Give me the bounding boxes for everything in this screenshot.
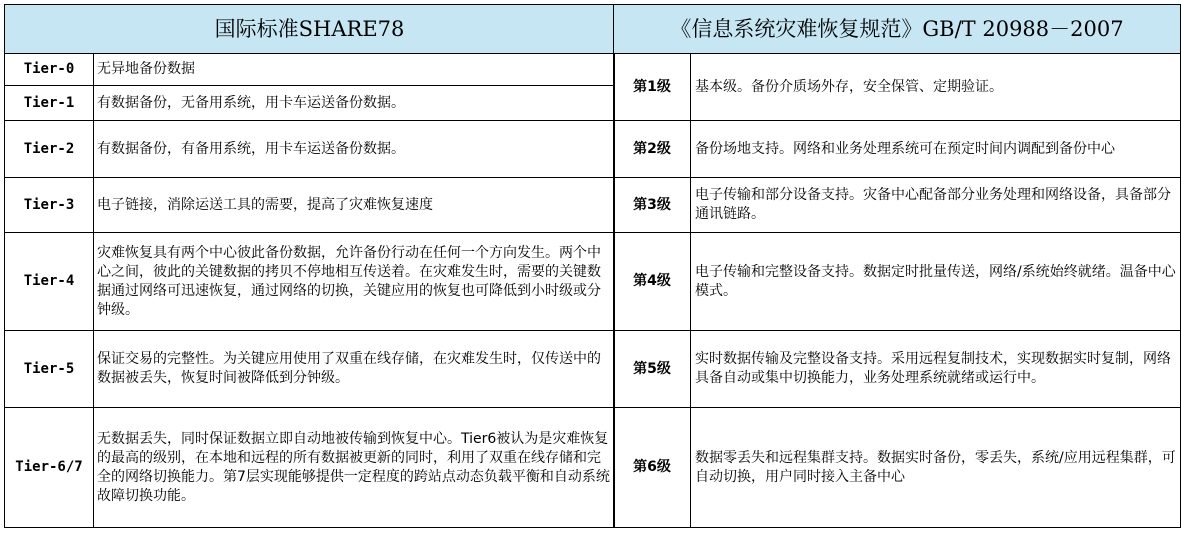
table-row xyxy=(614,54,1181,121)
tier-description: 灾难恢复具有两个中心彼此备份数据，允许备份行动在任何一个方向发生。两个中心之间，彼此的关键数据的拷贝不停地相互传送着。在灾难发生时，需要的关键数据通过网络可迅速恢复，通过网络的切换，关键应用的恢复也可降低到小时级或分钟级。 xyxy=(94,233,615,331)
level-label: 第5级 xyxy=(614,331,691,408)
table-row xyxy=(5,331,615,408)
tier-description: 无异地备份数据 xyxy=(94,54,615,86)
level-label: 第2级 xyxy=(614,121,691,178)
level-description: 数据零丢失和远程集群支持。数据实时备份，零丢失，系统/应用远程集群，可自动切换，用户同时接入主备中心 xyxy=(691,408,1181,528)
tier-description: 电子链接，消除运送工具的需要，提高了灾难恢复速度 xyxy=(94,178,615,233)
tier-label: Tier-4 xyxy=(5,233,94,331)
gbt-header: 《信息系统灾难恢复规范》GB/T 20988－2007 xyxy=(614,5,1181,54)
tier-description: 保证交易的完整性。为关键应用使用了双重在线存储，在灾难发生时，仅传送中的数据被丢失，恢复时间被降低到分钟级。 xyxy=(94,331,615,408)
table-row xyxy=(5,178,615,233)
share78-header: 国际标准SHARE78 xyxy=(5,5,615,54)
table-row xyxy=(614,233,1181,331)
level-description: 基本级。备份介质场外存，安全保管、定期验证。 xyxy=(691,54,1181,121)
level-label: 第6级 xyxy=(614,408,691,528)
level-label: 第1级 xyxy=(614,54,691,121)
level-description: 实时数据传输及完整设备支持。采用远程复制技术，实现数据实时复制，网络具备自动或集中切换能力，业务处理系统就绪或运行中。 xyxy=(691,331,1181,408)
level-label: 第4级 xyxy=(614,233,691,331)
tier-label: Tier-0 xyxy=(5,54,94,86)
table-row xyxy=(5,408,615,528)
tier-description: 无数据丢失，同时保证数据立即自动地被传输到恢复中心。Tier6被认为是灾难恢复的最高的级别，在本地和远程的所有数据被更新的同时，利用了双重在线存储和完全的网络切换能力。第7层实现能够提供一定程度的跨站点动态负载平衡和自动系统故障切换功能。 xyxy=(94,408,615,528)
table-row xyxy=(614,178,1181,233)
level-description: 备份场地支持。网络和业务处理系统可在预定时间内调配到备份中心 xyxy=(691,121,1181,178)
tier-label: Tier-6/7 xyxy=(5,408,94,528)
table-row xyxy=(5,233,615,331)
tier-description: 有数据备份，有备用系统，用卡车运送备份数据。 xyxy=(94,121,615,178)
tier-label: Tier-1 xyxy=(5,86,94,121)
table-row xyxy=(614,121,1181,178)
table-row xyxy=(614,331,1181,408)
level-description: 电子传输和部分设备支持。灾备中心配备部分业务处理和网络设备，具备部分通讯链路。 xyxy=(691,178,1181,233)
tier-label: Tier-2 xyxy=(5,121,94,178)
level-label: 第3级 xyxy=(614,178,691,233)
tier-description: 有数据备份，无备用系统，用卡车运送备份数据。 xyxy=(94,86,615,121)
share78-table xyxy=(4,4,615,528)
table-row xyxy=(5,121,615,178)
table-row xyxy=(614,408,1181,528)
gbt-table xyxy=(613,4,1181,528)
tier-label: Tier-3 xyxy=(5,178,94,233)
tier-label: Tier-5 xyxy=(5,331,94,408)
table-row xyxy=(5,54,615,86)
table-row xyxy=(5,86,615,121)
level-description: 电子传输和完整设备支持。数据定时批量传送，网络/系统始终就绪。温备中心模式。 xyxy=(691,233,1181,331)
